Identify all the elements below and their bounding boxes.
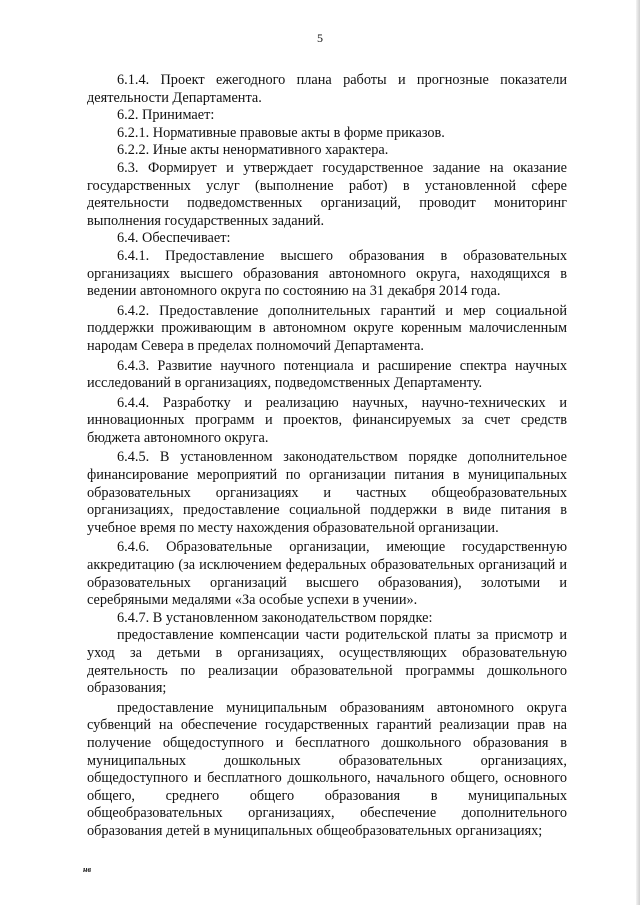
paragraph-subventions: предоставление муниципальным образованиям автономного округа субвенций на обеспечение государственных гарантий реализации прав на получение общедоступного и бесплатного дошкольного образования в муниципальных дошкольных образовательных организациях, общедоступного и бесплатного дошкольного, начального общего, основного общего, среднего общего образования в муниципальных общеобразовательных организациях, обеспечение дополнительного образования детей в муниципальных общеобразовательных организациях; [87, 699, 567, 839]
paragraph-6-2-2: 6.2.2. Иные акты ненормативного характера. [117, 142, 389, 159]
paragraph-6-4-2: 6.4.2. Предоставление дополнительных гарантий и мер социальной поддержки проживающим в автономном округе коренным малочисленным народам Севера в пределах полномочий Департамента. [87, 302, 567, 354]
paragraph-6-2-1: 6.2.1. Нормативные правовые акты в форме приказов. [117, 124, 445, 141]
paragraph-6-4-6: 6.4.6. Образовательные организации, имеющие государственную аккредитацию (за исключением федеральных образовательных организаций и образовательных организаций высшего образования), золотыми и серебряными медалями «За особые успехи в учении». [87, 539, 567, 609]
paragraph-6-4: 6.4. Обеспечивает: [117, 230, 231, 247]
paragraph-6-2: 6.2. Принимает: [117, 107, 215, 124]
paragraph-compensation: предоставление компенсации части родительской платы за присмотр и уход за детьми в организациях, осуществляющих образовательную деятельность по реализации образовательной программы дошкольного образования; [87, 627, 567, 697]
paragraph-6-1-4: 6.1.4. Проект ежегодного плана работы и прогнозные показатели деятельности Департамента. [87, 72, 567, 106]
page-number: 5 [317, 31, 323, 45]
paragraph-6-4-1: 6.4.1. Предоставление высшего образования в образовательных организациях высшего образования автономного округа, находящихся в ведении автономного округа по состоянию на 31 декабря 2014 года. [87, 247, 567, 300]
paragraph-6-4-7: 6.4.7. В установленном законодательством порядке: [117, 609, 433, 626]
paragraph-6-4-5: 6.4.5. В установленном законодательством порядке дополнительное финансирование мероприятий по организации питания в муниципальных образовательных организациях и частных общеобразовательных организациях, предоставление социальной поддержки в виде питания в учебное время по месту нахождения образовательной организации. [87, 449, 567, 536]
footer-mark: нв [83, 865, 92, 874]
paragraph-6-4-4: 6.4.4. Разработку и реализацию научных, научно-технических и инновационных программ и проектов, финансируемых за счет средств бюджета автономного округа. [87, 394, 567, 446]
document-body [87, 72, 567, 841]
scan-edge [636, 0, 640, 905]
paragraph-6-4-3: 6.4.3. Развитие научного потенциала и расширение спектра научных исследований в организациях, подведомственных Департаменту. [87, 357, 567, 392]
paragraph-6-3: 6.3. Формирует и утверждает государственное задание на оказание государственных услуг (выполнение работ) в установленной сфере деятельности подведомственных организаций, проводит мониторинг выполнения государственных заданий. [87, 159, 567, 229]
